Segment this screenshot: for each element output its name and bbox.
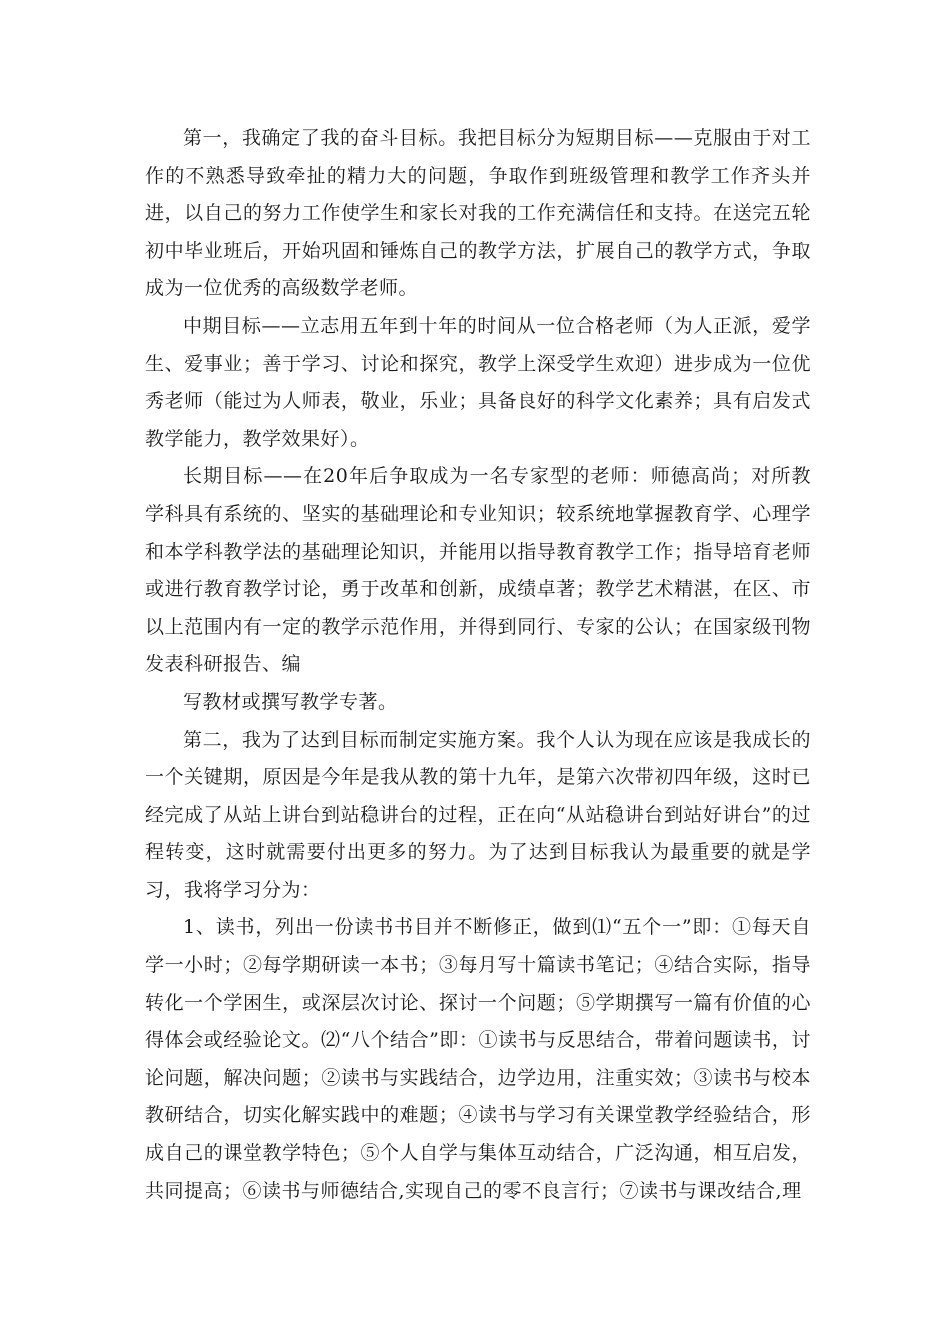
paragraph-long-term-goal: 长期目标——在20年后争取成为一名专家型的老师：师德高尚；对所教学科具有系统的、坚实的基础理论和专业知识；较系统地掌握教育学、心理学和本学科教学法的基础理论知识，并能用以指导教育教学工作；指导培育老师或进行教育教学讨论，勇于改革和创新，成绩卓著；教学艺术精湛，在区、市以上范围内有一定的教学示范作用，并得到同行、专家的公认；在国家级刊物发表科研报告、编 — [145, 465, 811, 676]
paragraph-long-term-goal-continued: 写教材或撰写教学专著。 — [183, 690, 398, 713]
paragraph-implementation-plan: 第二，我为了达到目标而制定实施方案。我个人认为现在应该是我成长的一个关键期，原因是今年是我从教的第十九年，是第六次带初四年级，这时已经完成了从站上讲台到站稳讲台的过程，正在向“从站稳讲台到站好讲台”的过程转变，这时就需要付出更多的努力。为了达到目标我认为最重要的就是学习，我将学习分为： — [145, 728, 811, 901]
paragraph-goal-overview: 第一，我确定了我的奋斗目标。我把目标分为短期目标——克服由于对工作的不熟悉导致牵扯的精力大的问题，争取作到班级管理和教学工作齐头并进，以自己的努力工作使学生和家长对我的工作充满信任和支持。在送完五轮初中毕业班后，开始巩固和锤炼自己的教学方法，扩展自己的教学方式，争取成为一位优秀的高级数学老师。 — [145, 127, 811, 300]
paragraph-reading-plan: 1、读书，列出一份读书书目并不断修正，做到⑴“五个一”即：①每天自学一小时；②每学期研读一本书；③每月写十篇读书笔记；④结合实际，指导转化一个学困生，或深层次讨论、探讨一个问题；⑤学期撰写一篇有价值的心得体会或经验论文。⑵“八个结合”即：①读书与反思结合，带着问题读书，讨论问题，解决问题；②读书与实践结合，边学边用，注重实效；③读书与校本教研结合，切实化解实践中的难题；④读书与学习有关课堂教学经验结合，形成自己的课堂教学特色；⑤个人自学与集体互动结合，广泛沟通，相互启发，共同提高；⑥读书与师德结合,实现自己的零不良言行；⑦读书与课改结合,理 — [145, 916, 811, 1202]
paragraph-mid-term-goal: 中期目标——立志用五年到十年的时间从一位合格老师（为人正派，爱学生、爱事业；善于学习、讨论和探究，教学上深受学生欢迎）进步成为一位优秀老师（能过为人师表，敬业，乐业；具备良好的科学文化素养；具有启发式教学能力，教学效果好）。 — [145, 314, 811, 450]
document-body — [145, 120, 811, 1210]
